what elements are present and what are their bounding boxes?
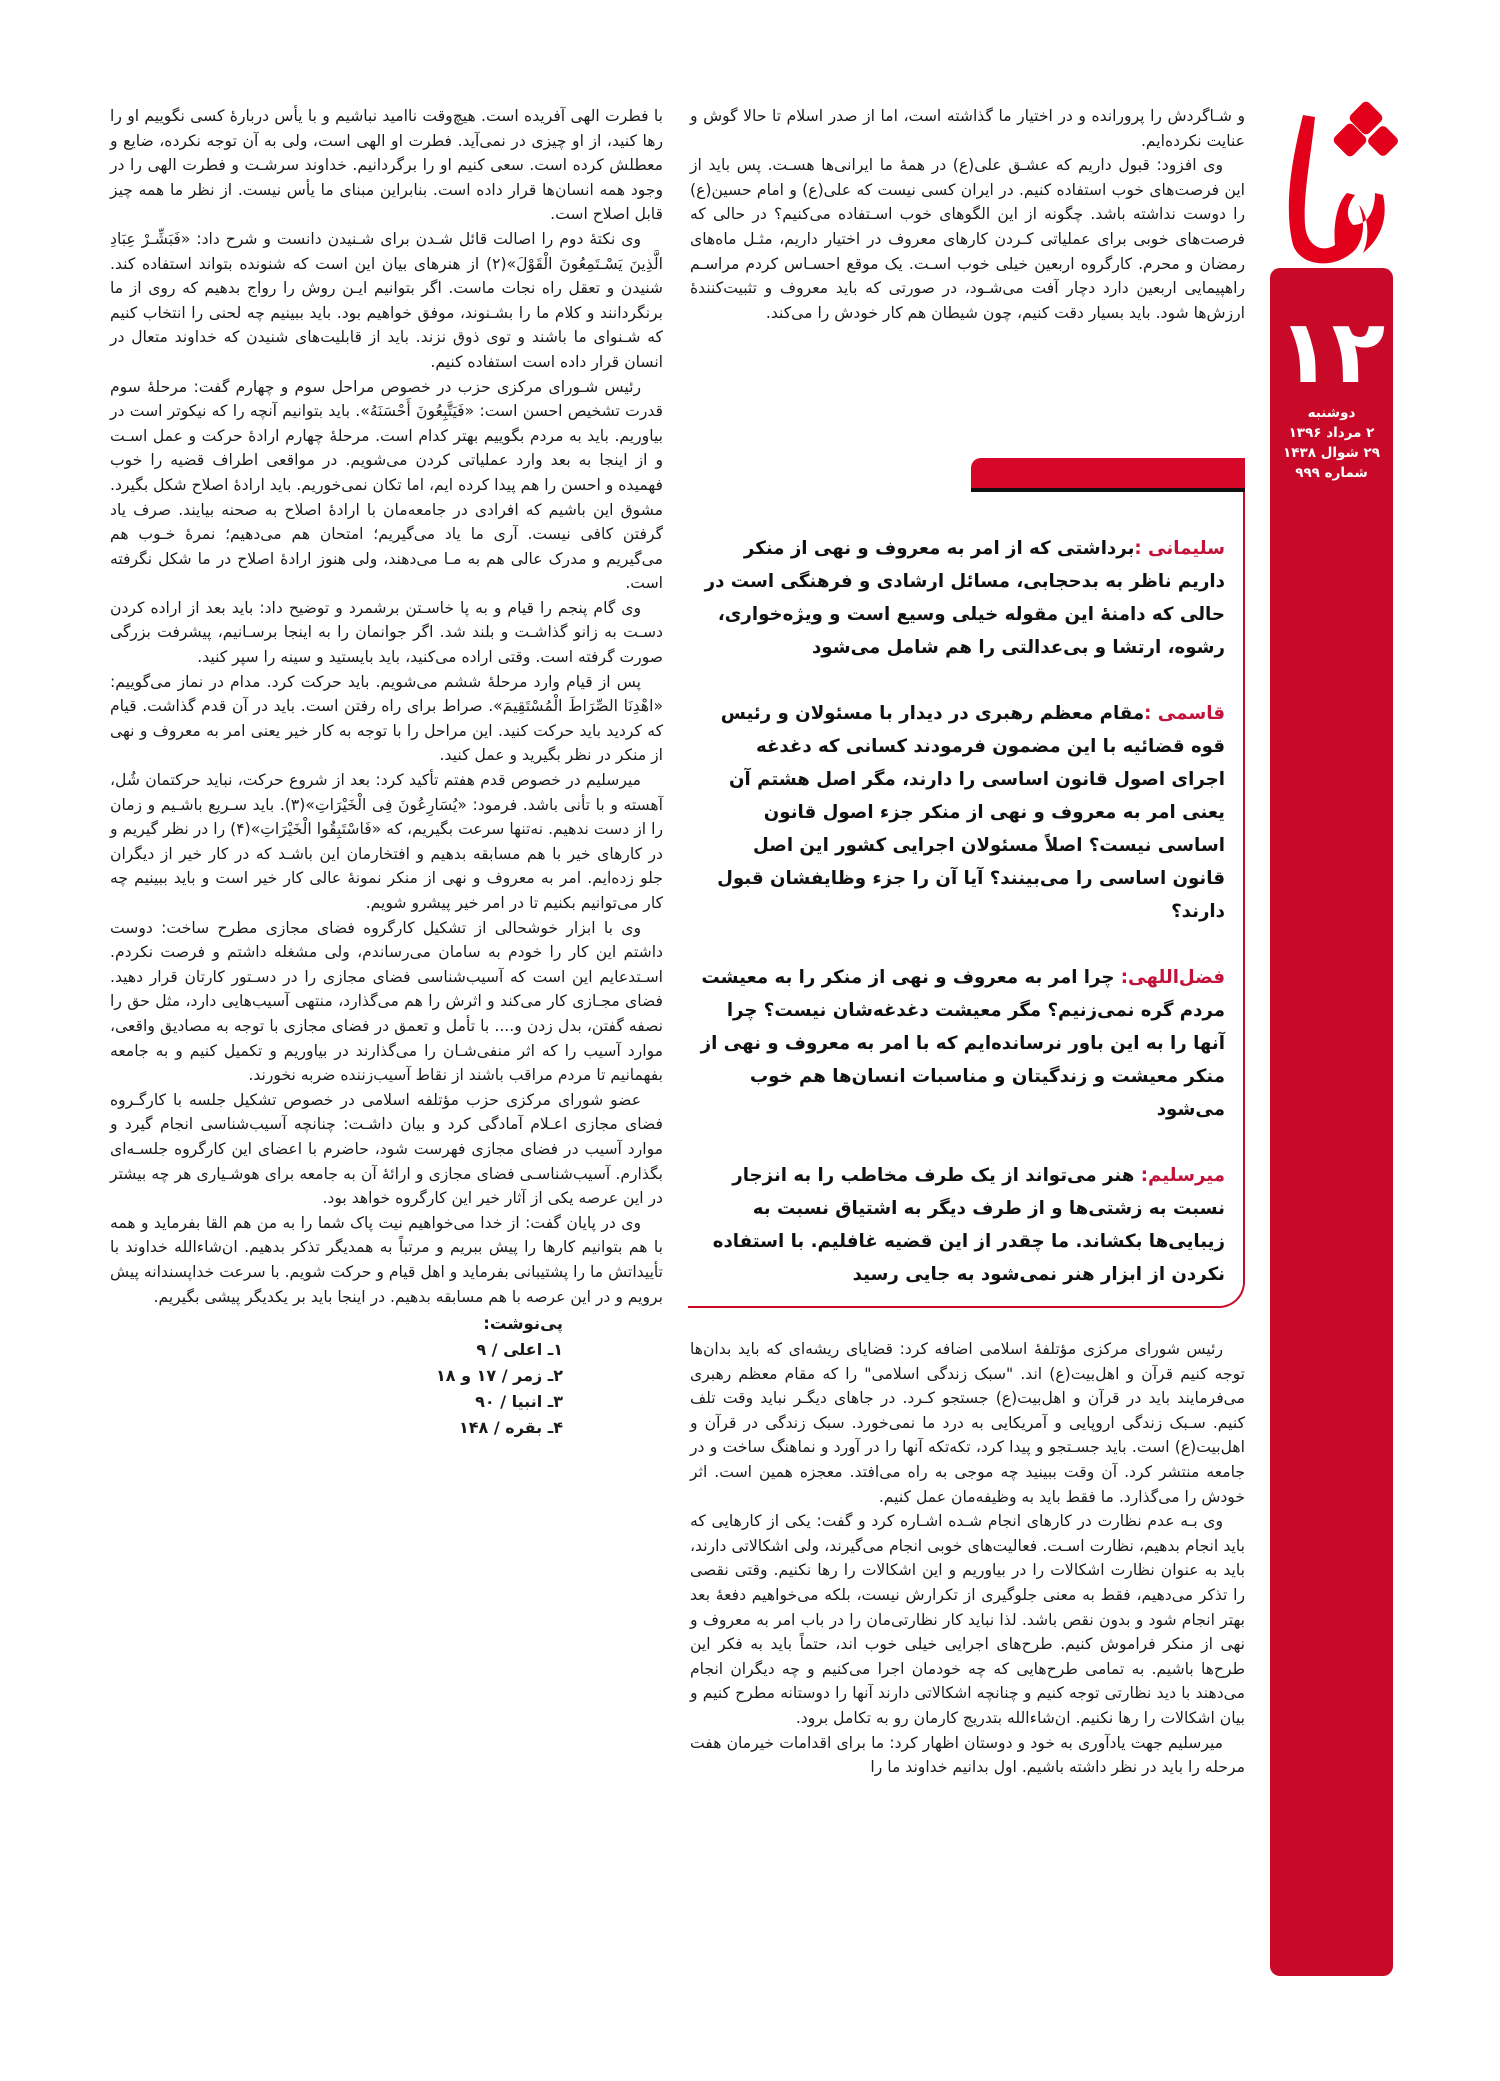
quote-text: هنر می‌تواند از یک طرف مخاطب را به انزجار نسبت به زشتی‌ها و از طرف دیگر به اشتیاق نسبت به زیبایی‌ها بکشاند. ما چقدر از این قضیه غافلیم. با استفاده نکردن از ابزار هنر نمی‌شود به جایی رسید xyxy=(712,1165,1225,1285)
quote-speaker: قاسمی : xyxy=(1144,703,1225,724)
page-info-band xyxy=(1270,268,1393,1976)
weekday: دوشنبه xyxy=(1307,405,1356,421)
dateline xyxy=(1270,403,1393,483)
paragraph: وی با ابزار خوشحالی از تشکیل کارگروه فضای مجازی مطرح ساخت: دوست داشتم این کار را خودم به سامان می‌رساندم، ولی مشغله داشتم و فرصت نکردم. اسـتدعایم این است که آسیب‌شناسی فضای مجازی را در دسـتور کارتان قرار دهید. فضای مجـازی کار می‌کند و اثرش را هم می‌گذارد، منتهی آسیب‌هایی دارد، مثل حق را نصفه گفتن، بدل زدن و.... با تأمل و تعمق در فضای مجازی با توجه به مصادیق واقعی، موارد آسیب را که اثر منفی‌شـان را می‌گذارند در بیاوریم و تکمیل کنیم و به جامعه بفهمانیم تا مردم مراقب باشند از نقاط آسیب‌زننده ضربه نخورند. xyxy=(110,918,663,1085)
quote-text: چرا امر به معروف و نهی از منکر را به معیشت مردم گره نمی‌زنیم؟ مگر معیشت دغدغه‌شان نیست؟ چرا آنها را به این باور نرسانده‌ایم که با امر به معروف و نهی از منکر معیشت و زندگیتان و مناسبات انسان‌ها هم خوب می‌شود xyxy=(700,967,1225,1120)
date-solar: ۲ مرداد ۱۳۹۶ xyxy=(1288,425,1375,441)
paragraph: وی نکتهٔ دوم را اصالت قائل شـدن برای شـنیدن دانست و شرح داد: «فَبَشِّـرْ عِبَادِ الَّذِینَ یَسْـتَمِعُونَ الْقَوْلَ»(۲) از هنرهای بیان این است که شنونده بتواند استفاده کند. شنیدن و تعقل راه نجات ماست. اگر بتوانیم ایـن روش را رواج بدهیم که روی از ما برنگردانند و کلام ما را بشـنوند، موفق خواهیم بود. باید ببینیم چه لحنی را انتخاب کنیم که شـنوای ما باشند و توی ذوق نزند. باید از قابلیت‌های شنیدن که خداوند متعال در انسان قرار داده است استفاده کنیم. xyxy=(110,229,664,371)
quote-item xyxy=(698,961,1225,1126)
footnote-item: ۱ـ اعلی / ۹ xyxy=(476,1340,563,1360)
paragraph: رئیس شـورای مرکزی حزب در خصوص مراحل سوم و چهارم گفت: مرحلهٔ سوم قدرت تشخیص احسن است: «فَیَتَّبِعُونَ أَحْسَنَهُ». باید بتوانیم آنچه را که نیکوتر است در بیاوریم. باید به مردم بگوییم بهتر کدام است. مرحلهٔ چهارم ارادهٔ حرکت و عمل اسـت و از اینجا به بعد وارد عملیاتی کردن می‌شویم. در مواقعی اطراف قضیه را خوب فهمیده و احسن را هم پیدا کرده ایم، اما تکان نمی‌خوریم. باید ارادهٔ اصلاح شکل بگیرد. مشوق این باشیم که افرادی در جامعه‌مان با ارادهٔ اصلاح به صحنه بیایند. صرف یاد گرفتن کافی نیست. آری ما یاد می‌گیریم؛ امتحان هم می‌دهیم؛ نمرهٔ خـوب هم می‌گیریم و مدرک عالی هم به مـا می‌دهند، ولی هنوز ارادهٔ اصلاح در ما شکل نگرفته است. xyxy=(110,377,663,593)
shoma-logo-icon xyxy=(1275,85,1405,270)
paragraph: با فطرت الهی آفریده است. هیچ‌وقت ناامید نباشیم و با یأس دربارهٔ کسی نگوییم او را رها کنید، از او چیزی در نمی‌آید. فطرت او الهی است، ولی به آن توجه نکرده، ضایع و معطلش کرده است. سعی کنیم او را برگردانیم. خداوند سرشـت و فطرت الهی را در وجود همه انسان‌ها قرار داده است. بنابراین مبنای ما یأس نیست. از نظر ما همه چیز قابل اصلاح است. xyxy=(110,107,663,224)
quote-item xyxy=(698,697,1225,928)
pull-quote-box xyxy=(688,458,1245,1308)
paragraph: میرسلیم جهت یادآوری به خود و دوستان اظهار کرد: ما برای اقدامات خیرمان هفت مرحله را باید در نظر داشته باشیم. اول بدانیم خداوند ما را xyxy=(690,1733,1245,1777)
footnotes-title: پی‌نوشت: xyxy=(483,1314,563,1334)
quote-item xyxy=(698,1159,1225,1291)
page-number: ۱۲ xyxy=(1277,300,1386,403)
paragraph: عضو شورای مرکزی حزب مؤتلفه اسلامی در خصوص تشکیل جلسه با کارگـروه فضای مجازی اعـلام آمادگی کرد و بیان داشـت: چنانچه آسیب‌شناسی انجام گیرد و موارد آسیب در فضای مجازی فهرست شود، حاضرم با اعضای این کارگروه جلسـه‌ای بگذارم. آسیب‌شناسـی فضای مجازی و ارائهٔ آن به جامعه برای هوشـیاری هر چه بیشتر در این عرصه یکی از آثار خیر این کارگروه خواهد بود. xyxy=(110,1090,663,1208)
paragraph: وی افزود: قبول داریم که عشـق علی(ع) در همهٔ ما ایرانی‌ها هسـت. پس باید از این فرصت‌های خوب استفاده کنیم. در ایران کسی نیست که علی(ع) و امام حسین(ع) را دوست نداشته باشد. چگونه از این الگوهای خوب اسـتفاده می‌کنیم؟ در حالی که فرصت‌های خوبی برای عملیاتی کـردن کارهای معروف در اختیار داریم، مثـل ماه‌های رمضان و محرم. کارگروه اربعین خیلی خوب اسـت. یک موقع احسـاس کردم مراسـم راهپیمایی اربعین دارد دچار آفت می‌شـود، در صورتی که باید معروف و تثبیت‌کنندهٔ ارزش‌ها شود. باید بسیار دقت کنیم، چون شیطان هم کار خودش را می‌کند. xyxy=(690,156,1245,322)
article-column-right-bottom xyxy=(690,1337,1245,1780)
quote-speaker: فضل‌اللهی: xyxy=(1120,967,1225,988)
footnotes xyxy=(110,1311,663,1441)
quote-speaker: سلیمانی : xyxy=(1134,538,1225,559)
quote-speaker: میرسلیم: xyxy=(1140,1165,1225,1186)
paragraph: وی در پایان گفت: از خدا می‌خواهیم نیت پاک شما را به من هم القا بفرماید و همه با هم بتوانیم کارها را پیش ببریم و مرتباً به همدیگر تذکر بدهیم. ان‌شاءالله خداوند با تأییداتش ما را پشتیبانی بفرماید و اهل قیام و حرکت شویم. با سرعت خداپسندانه پیش برویم و در این عرصه با هم مسابقه بدهیم. در اینجا باید بر یکدیگر پیشی بگیریم. xyxy=(110,1213,663,1306)
issue-number: شماره ۹۹۹ xyxy=(1295,465,1368,481)
quote-text: برداشتی که از امر به معروف و نهی از منکر داریم ناظر به بدحجابی، مسائل ارشادی و فرهنگی است در حالی که دامنهٔ این مقوله خیلی وسیع است و ویژه‌خواری، رشوه، ارتشا و بی‌عدالتی را هم شامل می‌شود xyxy=(704,538,1225,658)
paragraph: وی بـه عدم نظارت در کارهای انجام شـده اشـاره کرد و گفت: یکی از کارهایی که باید انجام بدهیم، نظارت اسـت. فعالیت‌های خوبی انجام می‌گیرند، ولی اشکالاتی دارند، باید به عنوان نظارت اشکالات را در بیاوریم و این اشکالات را رها نکنیم. وقتی نقصی را تذکر می‌دهیم، فقط به معنی جلوگیری از تکرارش نیست، بلکه می‌خواهیم دفعهٔ بعد بهتر انجام شود و بدون نقص باشد. لذا نباید کار نظارتی‌مان را در باب امر به معروف و نهی از منکر فراموش کنیم. طرح‌های اجرایی خیلی خوب اند، حتماً باید به فکر این طرح‌ها باشیم. به تمامی طرح‌هایی که چه خودمان اجرا می‌کنیم و چه دیگران انجام می‌دهند با دید نظارتی توجه کنیم و چنانچه اشکالاتی دارند آنها را دوستانه مطرح کنیم و بیان اشکالات را رها نکنیم. ان‌شاءالله بتدریج کارمان رو به تکامل برود. xyxy=(690,1512,1245,1727)
quote-item xyxy=(698,532,1225,664)
quote-text: مقام معظم رهبری در دیدار با مسئولان و رئیس قوه قضائیه با این مضمون فرمودند کسانی که دغدغه اجرای اصول قانون اساسی را دارند، مگر اصل هشتم آن یعنی امر به معروف و نهی از منکر جزء اصول قانون اساسی نیست؟ اصلاً مسئولان اجرایی کشور این اصل قانون اساسی را می‌بینند؟ آیا آن را جزء وظایفشان قبول دارند؟ xyxy=(717,703,1225,922)
paragraph: میرسلیم در خصوص قدم هفتم تأکید کرد: بعد از شروع حرکت، نباید حرکتمان شُل، آهسته و با تأنی باشد. فرمود: «یُسَارِعُونَ فِی الْخَیْرَاتِ»(۳). باید سـریع باشـیم و زمان را از دست ندهیم. نه‌تنها سرعت بگیریم، که «فَاسْتَبِقُوا الْخَیْرَاتِ»(۴) را در نظر گیریم و در کارهای خیر با هم مسابقه بدهیم و افتخارمان این باشـد که در کار خیر از دیگران جلو زده‌ایم. امر به معروف و نهی از منکر نمونهٔ عالی کار خیر است و باید ببینیم چه کار می‌توانیم بکنیم تا در امر خیر پیشرو شویم. xyxy=(110,771,663,912)
footnote-item: ۴ـ بقره / ۱۴۸ xyxy=(458,1418,563,1438)
date-lunar: ۲۹ شوال ۱۴۳۸ xyxy=(1283,445,1380,461)
paragraph: وی گام پنجم را قیام و به پا خاسـتن برشمرد و توضیح داد: باید بعد از اراده کردن دسـت به زانو گذاشـت و بلند شد. اگر جوانمان را به اینجا برسـانیم، پیشرفت بزرگی صورت گرفته است. وقتی اراده می‌کنید، باید بایستید و سینه را سپر کنید. xyxy=(110,598,663,667)
paragraph: رئیس شورای مرکزی مؤتلفهٔ اسلامی اضافه کرد: قضایای ریشه‌ای که باید بدان‌ها توجه کنیم قرآن و اهل‌بیت(ع) اند. "سبک زندگی اسلامی" را که مقام معظم رهبری می‌فرمایند باید در قرآن و اهل‌بیت(ع) جستجو کـرد. در جاهای دیگـر نباید وقت تلف کنیم. سـبک زندگی اروپایی و آمریکایی به درد ما نمی‌خورد. سبک زندگی در قرآن و اهل‌بیت(ع) است. باید جسـتجو و پیدا کرد، تکه‌تکه آنها را در آورد و نماهنگ ساخت و در جامعه منتشر کرد. آن وقت ببینید چه موجی به راه می‌افتد. معجزه همین است. اثر خودش را می‌گذارد. ما فقط باید به وظیفه‌مان عمل کنیم. xyxy=(690,1340,1245,1506)
paragraph: پس از قیام وارد مرحلهٔ ششم می‌شویم. باید حرکت کرد. مدام در نماز می‌گوییم: «اهْدِنَا الصِّرَاطَ الْمُسْتَقِیمَ». صراط برای راه رفتن است. باید در آن قدم گذاشت. قیام که کردید باید حرکت کنید. این مراحل را با توجه به کار خیر یعنی امر به معروف و نهی از منکر در نظر بگیرید و عمل کنید. xyxy=(110,672,663,765)
footnote-item: ۳ـ انبیا / ۹۰ xyxy=(475,1392,563,1412)
quote-list xyxy=(698,532,1225,1324)
footnote-item: ۲ـ زمر / ۱۷ و ۱۸ xyxy=(435,1366,563,1386)
quote-box-header-bar xyxy=(971,458,1245,492)
masthead-logo xyxy=(1275,85,1405,270)
article-column-left xyxy=(110,104,663,1441)
paragraph: و شـاگردش را پرورانده و در اختیار ما گذاشته است، اما از صدر اسلام تا حالا گوش و عنایت نکرده‌ایم. xyxy=(690,107,1245,150)
article-column-right-top xyxy=(690,104,1245,325)
